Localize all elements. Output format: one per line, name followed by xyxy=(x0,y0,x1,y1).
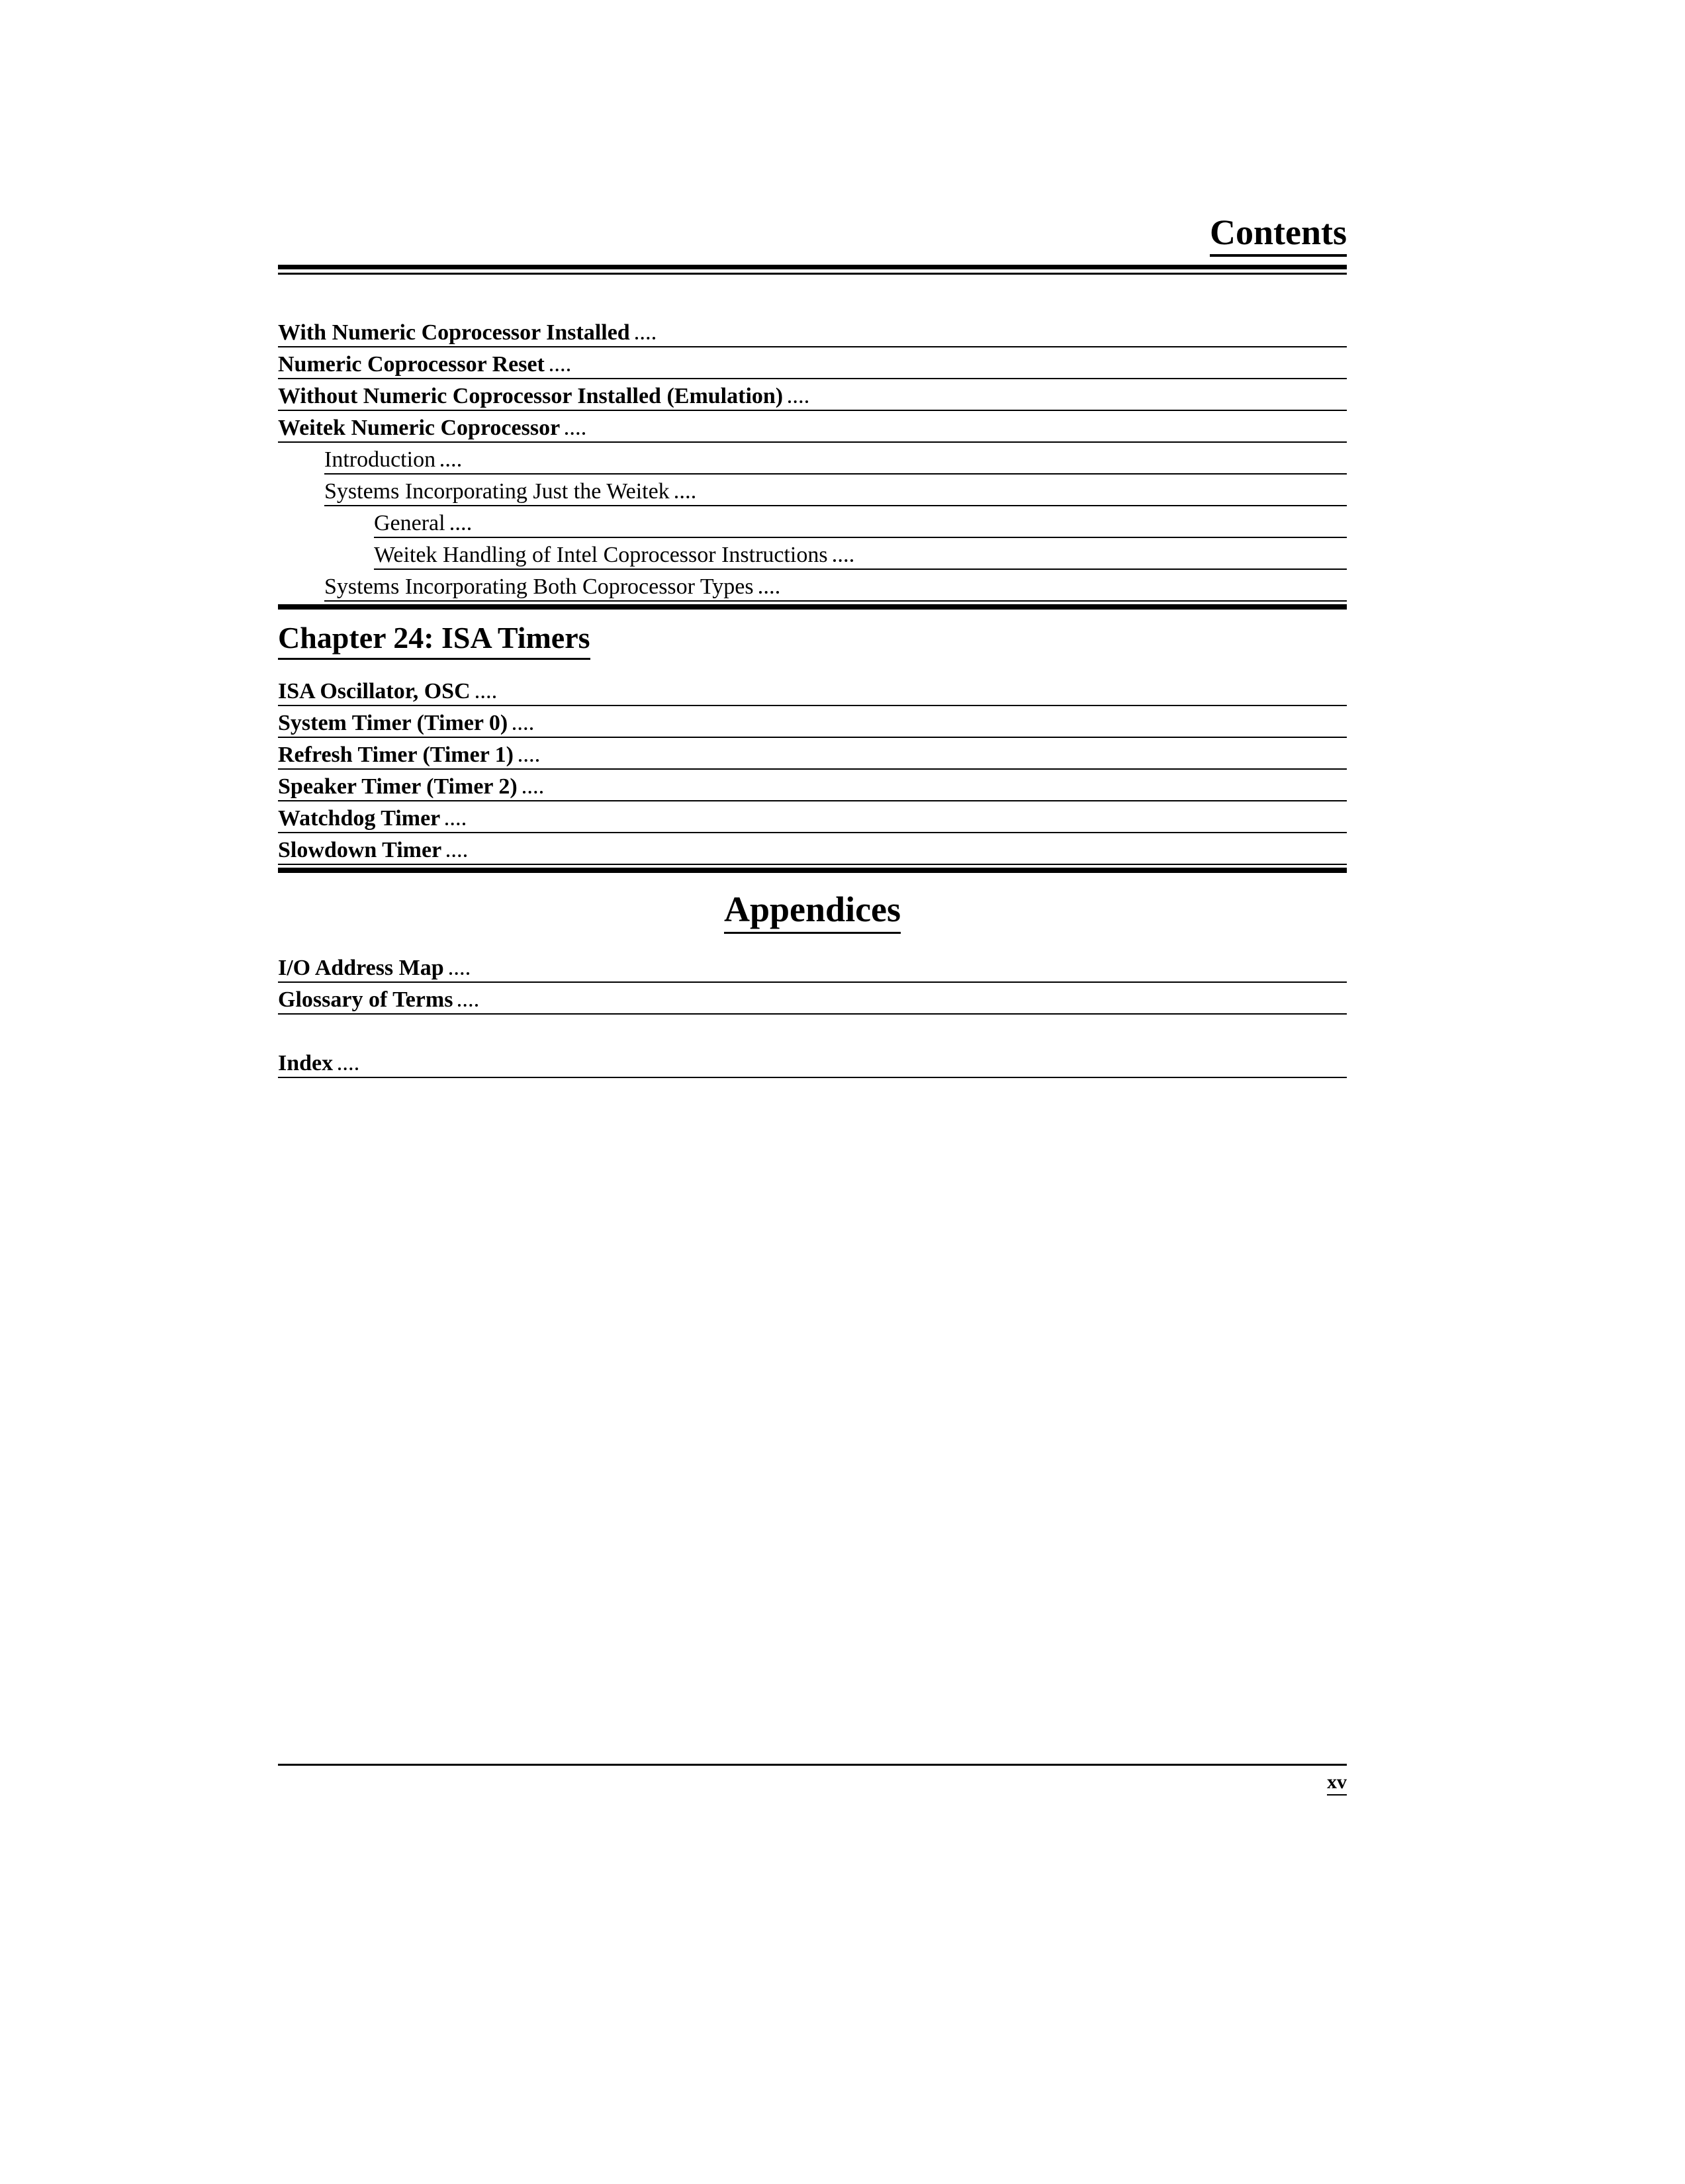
toc-entry xyxy=(278,770,1347,801)
toc-entry xyxy=(278,316,1347,347)
dot-leader xyxy=(445,823,465,825)
toc-entry xyxy=(278,706,1347,738)
toc-entry-label: Numeric Coprocessor Reset xyxy=(278,352,545,377)
dot-leader xyxy=(476,696,496,698)
page-title-text: Contents xyxy=(1210,212,1347,257)
footer-page-number-text: xv xyxy=(1327,1771,1347,1796)
toc-entry-label: Refresh Timer (Timer 1) xyxy=(278,743,514,767)
toc-sections xyxy=(278,316,1347,1078)
section-divider-rule xyxy=(278,868,1347,873)
toc-entry xyxy=(324,443,1347,475)
section-heading-text: Chapter 24: ISA Timers xyxy=(278,620,590,660)
toc-entry-page-number xyxy=(543,738,1347,768)
dot-leader xyxy=(519,759,539,762)
page-footer xyxy=(278,1764,1347,1796)
toc-entry-page-number xyxy=(659,316,1347,346)
dot-leader xyxy=(565,432,585,435)
toc-entry-page-number xyxy=(857,538,1347,569)
toc-entry-label: Systems Incorporating Just the Weitek xyxy=(324,479,670,504)
toc-entry-label: Speaker Timer (Timer 2) xyxy=(278,774,518,799)
toc-entry-label: With Numeric Coprocessor Installed xyxy=(278,320,630,345)
dot-leader xyxy=(788,400,808,403)
toc-entry xyxy=(278,379,1347,411)
dot-leader xyxy=(550,369,570,371)
toc-entry-label: Slowdown Timer xyxy=(278,838,442,862)
toc-entry-page-number xyxy=(469,801,1347,832)
toc-entry xyxy=(374,506,1347,538)
toc-entry-label: System Timer (Timer 0) xyxy=(278,711,508,735)
toc-entry-label: General xyxy=(374,511,445,535)
dot-leader xyxy=(523,791,543,794)
toc-entry-page-number xyxy=(537,706,1347,737)
toc-entry xyxy=(278,833,1347,865)
toc-entry xyxy=(278,983,1347,1015)
toc-entry xyxy=(324,475,1347,506)
toc-entry-page-number xyxy=(362,1046,1347,1077)
dot-leader xyxy=(635,337,655,340)
toc-entry xyxy=(278,738,1347,770)
toc-entry-page-number xyxy=(699,475,1347,505)
toc-entry-label: ISA Oscillator, OSC xyxy=(278,679,471,704)
toc-entry xyxy=(278,411,1347,443)
dot-leader xyxy=(441,464,461,467)
page-content xyxy=(278,212,1347,1078)
toc-entry-label: Weitek Numeric Coprocessor xyxy=(278,416,561,440)
toc-entry xyxy=(324,570,1347,602)
toc-entry-label: Systems Incorporating Both Coprocessor Types xyxy=(324,574,754,599)
dot-leader xyxy=(458,1004,478,1007)
toc-entry-page-number xyxy=(465,443,1347,473)
toc-entry-page-number xyxy=(482,983,1347,1013)
dot-leader xyxy=(759,591,779,594)
toc-entry-page-number xyxy=(547,770,1347,800)
dot-leader xyxy=(338,1068,358,1070)
toc-entry xyxy=(374,538,1347,570)
toc-entry-label: Glossary of Terms xyxy=(278,987,453,1012)
blank-line-spacer xyxy=(278,1015,1347,1046)
dot-leader xyxy=(451,527,471,530)
section-heading xyxy=(278,620,1347,660)
dot-leader xyxy=(447,854,467,857)
toc-entry-page-number xyxy=(589,411,1347,441)
toc-entry-label: Without Numeric Coprocessor Installed (Emulation) xyxy=(278,384,784,408)
toc-entry xyxy=(278,801,1347,833)
title-double-rule xyxy=(278,265,1347,275)
toc-entry-page-number xyxy=(500,674,1347,705)
toc-entry-label: Index xyxy=(278,1051,334,1075)
toc-entry-page-number xyxy=(574,347,1347,378)
dot-leader xyxy=(513,727,533,730)
dot-leader xyxy=(449,972,469,975)
toc-entry-label: Introduction xyxy=(324,447,436,472)
section-heading xyxy=(278,889,1347,934)
toc-entry-page-number xyxy=(471,833,1347,864)
toc-entry-label: I/O Address Map xyxy=(278,956,444,980)
toc-entry-page-number xyxy=(812,379,1347,410)
toc-entry-label: Watchdog Timer xyxy=(278,806,441,831)
toc-entry-page-number xyxy=(783,570,1347,600)
toc-entry-page-number xyxy=(475,506,1347,537)
footer-page-number xyxy=(278,1771,1347,1796)
dot-leader xyxy=(833,559,853,562)
toc-entry xyxy=(278,951,1347,983)
section-heading-text: Appendices xyxy=(724,889,901,934)
section-divider-rule xyxy=(278,604,1347,610)
toc-entry-page-number xyxy=(473,951,1347,981)
dot-leader xyxy=(675,496,695,498)
toc-entry xyxy=(278,1046,1347,1078)
toc-entry-label: Weitek Handling of Intel Coprocessor Instructions xyxy=(374,543,828,567)
page-title xyxy=(278,212,1347,257)
toc-entry xyxy=(278,347,1347,379)
toc-entry xyxy=(278,674,1347,706)
